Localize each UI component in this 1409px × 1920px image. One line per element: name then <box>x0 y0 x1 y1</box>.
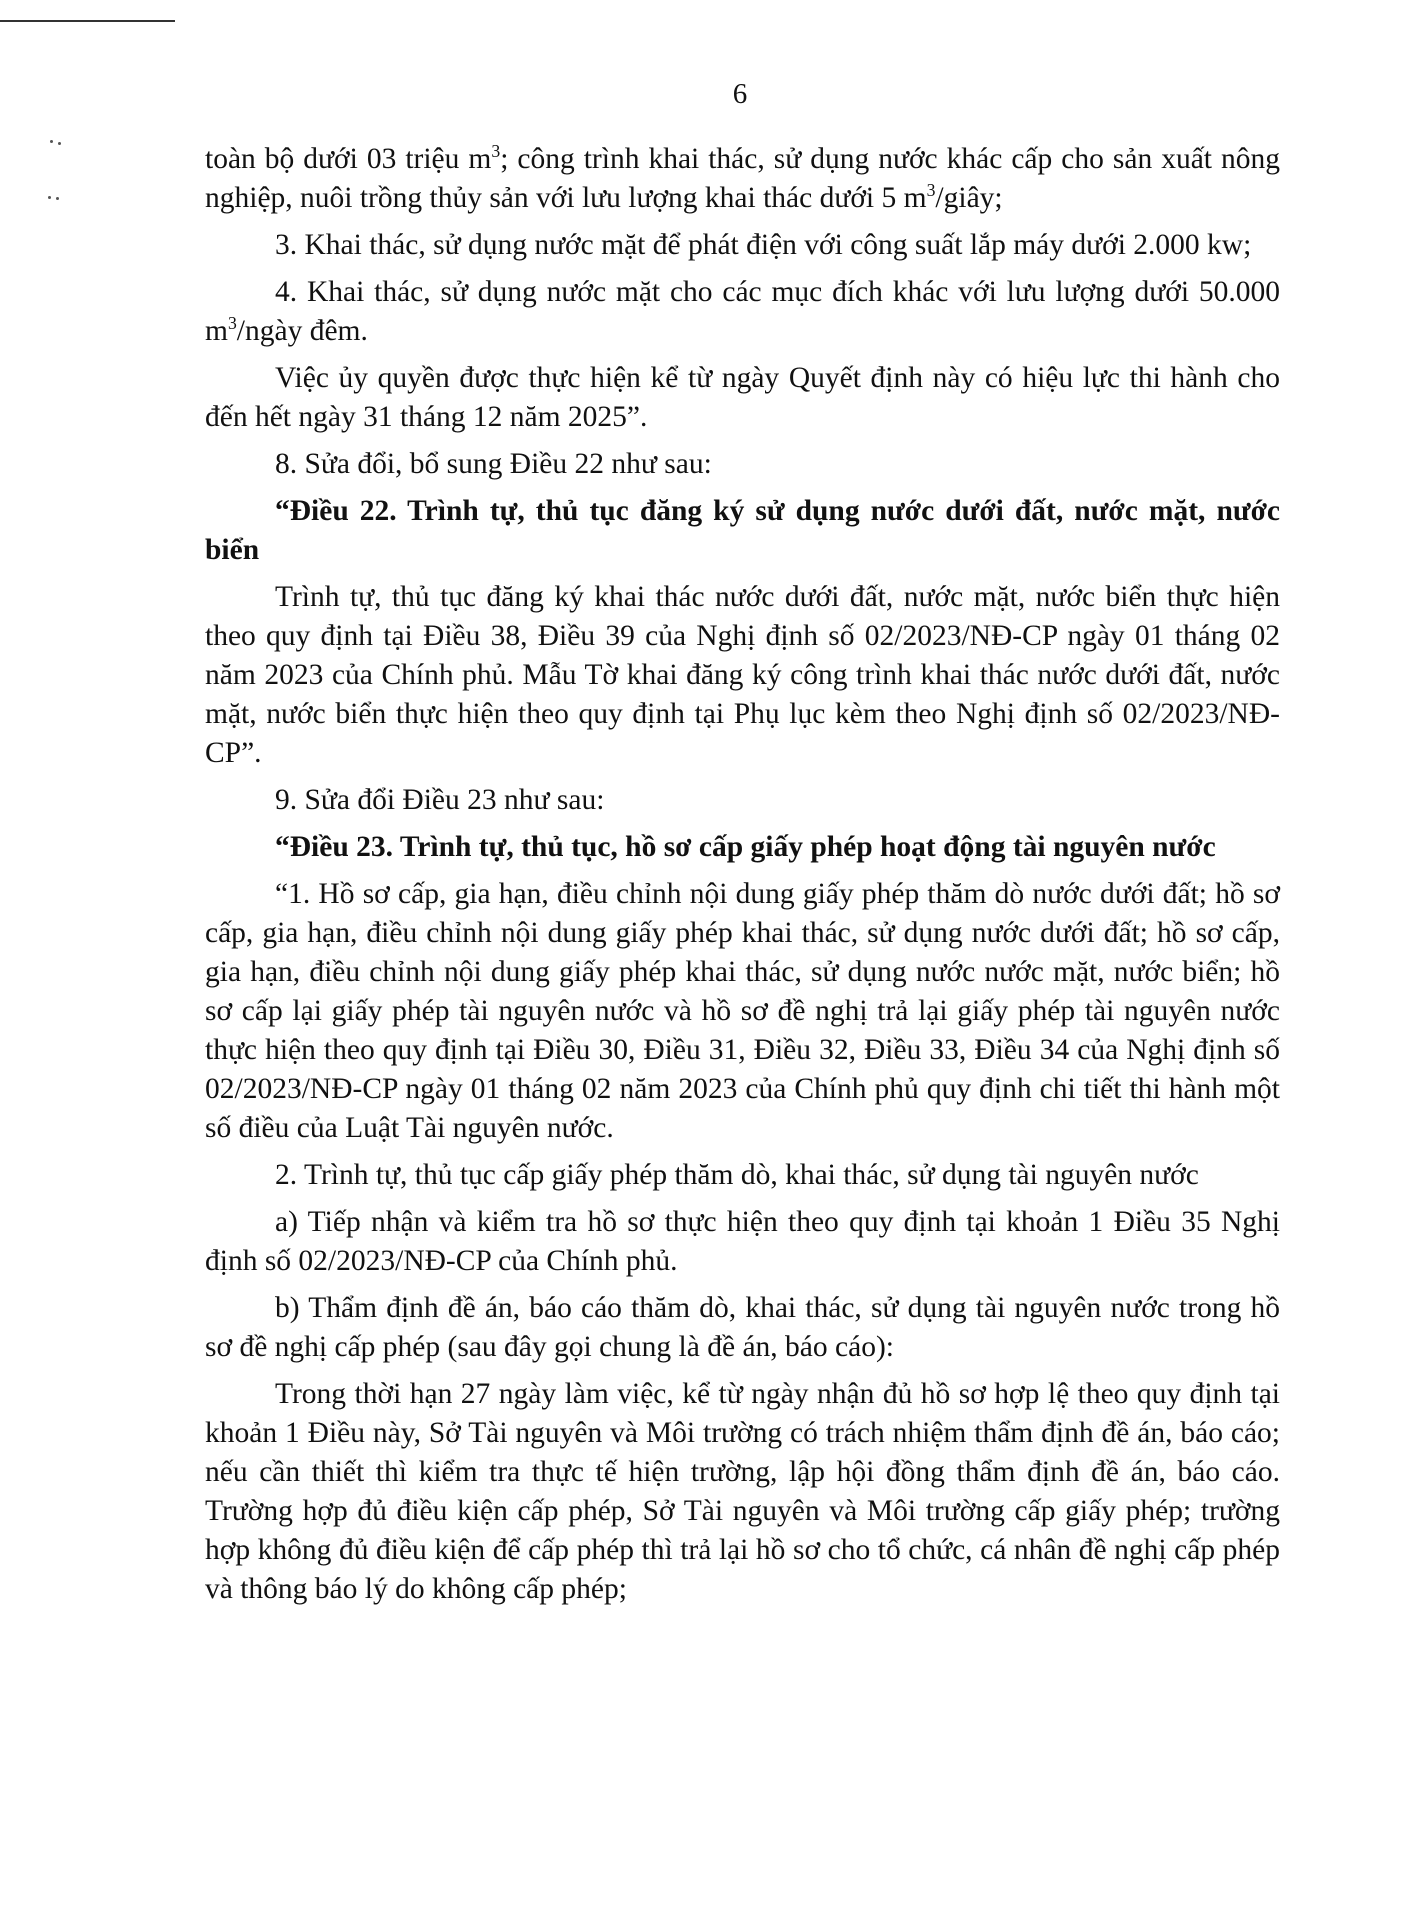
document-body <box>205 140 1280 1617</box>
article-22-heading: “Điều 22. Trình tự, thủ tục đăng ký sử dụng nước dưới đất, nước mặt, nước biển <box>205 495 1280 566</box>
paragraph-item-4: 4. Khai thác, sử dụng nước mặt cho các mục đích khác với lưu lượng dưới 50.000 $m^3$/ngày đêm. <box>205 276 1280 347</box>
scan-speck <box>50 140 53 143</box>
paragraph-item-b: b) Thẩm định đề án, báo cáo thăm dò, khai thác, sử dụng tài nguyên nước trong hồ sơ đề nghị cấp phép (sau đây gọi chung là đề án, báo cáo): <box>205 1292 1280 1363</box>
page-number: 6 <box>732 78 748 110</box>
paragraph-authorization: Việc ủy quyền được thực hiện kể từ ngày Quyết định này có hiệu lực thi hành cho đến hết ngày 31 tháng 12 năm 2025”. <box>205 362 1280 433</box>
scan-speck <box>56 197 59 200</box>
paragraph-amend-8: 8. Sửa đổi, bổ sung Điều 22 như sau: <box>275 448 712 480</box>
paragraph-deadline: Trong thời hạn 27 ngày làm việc, kể từ ngày nhận đủ hồ sơ hợp lệ theo quy định tại khoản 1 Điều này, Sở Tài nguyên và Môi trường có trách nhiệm thẩm định đề án, báo cáo; nếu cần thiết thì kiểm tra thực tế hiện trường, lập hội đồng thẩm định đề án, báo cáo. Trường hợp đủ điều kiện cấp phép, Sở Tài nguyên và Môi trường cấp giấy phép; trường hợp không đủ điều kiện để cấp phép thì trả lại hồ sơ cho tổ chức, cá nhân đề nghị cấp phép và thông báo lý do không cấp phép; <box>205 1378 1280 1605</box>
paragraph-article-22-body: Trình tự, thủ tục đăng ký khai thác nước dưới đất, nước mặt, nước biển thực hiện theo quy định tại Điều 38, Điều 39 của Nghị định số 02/2023/NĐ-CP ngày 01 tháng 02 năm 2023 của Chính phủ. Mẫu Tờ khai đăng ký công trình khai thác nước dưới đất, nước mặt, nước biển thực hiện theo quy định tại Phụ lục kèm theo Nghị định số 02/2023/NĐ-CP”. <box>205 581 1280 769</box>
paragraph-amend-9: 9. Sửa đổi Điều 23 như sau: <box>275 784 605 816</box>
paragraph-item-a: a) Tiếp nhận và kiểm tra hồ sơ thực hiện theo quy định tại khoản 1 Điều 35 Nghị định số 02/2023/NĐ-CP của Chính phủ. <box>205 1206 1280 1277</box>
article-23-heading: “Điều 23. Trình tự, thủ tục, hồ sơ cấp giấy phép hoạt động tài nguyên nước <box>275 831 1216 863</box>
scan-edge-line <box>0 20 175 22</box>
paragraph-water-volume: toàn bộ dưới 03 triệu $m^3$; công trình khai thác, sử dụng nước khác cấp cho sản xuất nông nghiệp, nuôi trồng thủy sản với lưu lượng khai thác dưới 5 $m^3$/giây; <box>205 141 1280 214</box>
paragraph-item-3: 3. Khai thác, sử dụng nước mặt để phát điện với công suất lắp máy dưới 2.000 kw; <box>275 229 1252 261</box>
paragraph-article-23-item-2: 2. Trình tự, thủ tục cấp giấy phép thăm dò, khai thác, sử dụng tài nguyên nước <box>275 1159 1199 1191</box>
paragraph-article-23-item-1: “1. Hồ sơ cấp, gia hạn, điều chỉnh nội dung giấy phép thăm dò nước dưới đất; hồ sơ cấp, gia hạn, điều chỉnh nội dung giấy phép khai thác, sử dụng nước dưới đất; hồ sơ cấp, gia hạn, điều chỉnh nội dung giấy phép khai thác, sử dụng nước nước mặt, nước biển; hồ sơ cấp lại giấy phép tài nguyên nước và hồ sơ đề nghị trả lại giấy phép tài nguyên nước thực hiện theo quy định tại Điều 30, Điều 31, Điều 32, Điều 33, Điều 34 của Nghị định số 02/2023/NĐ-CP ngày 01 tháng 02 năm 2023 của Chính phủ quy định chi tiết thi hành một số điều của Luật Tài nguyên nước. <box>205 878 1280 1144</box>
scan-speck <box>48 196 51 199</box>
scan-speck <box>58 142 61 145</box>
